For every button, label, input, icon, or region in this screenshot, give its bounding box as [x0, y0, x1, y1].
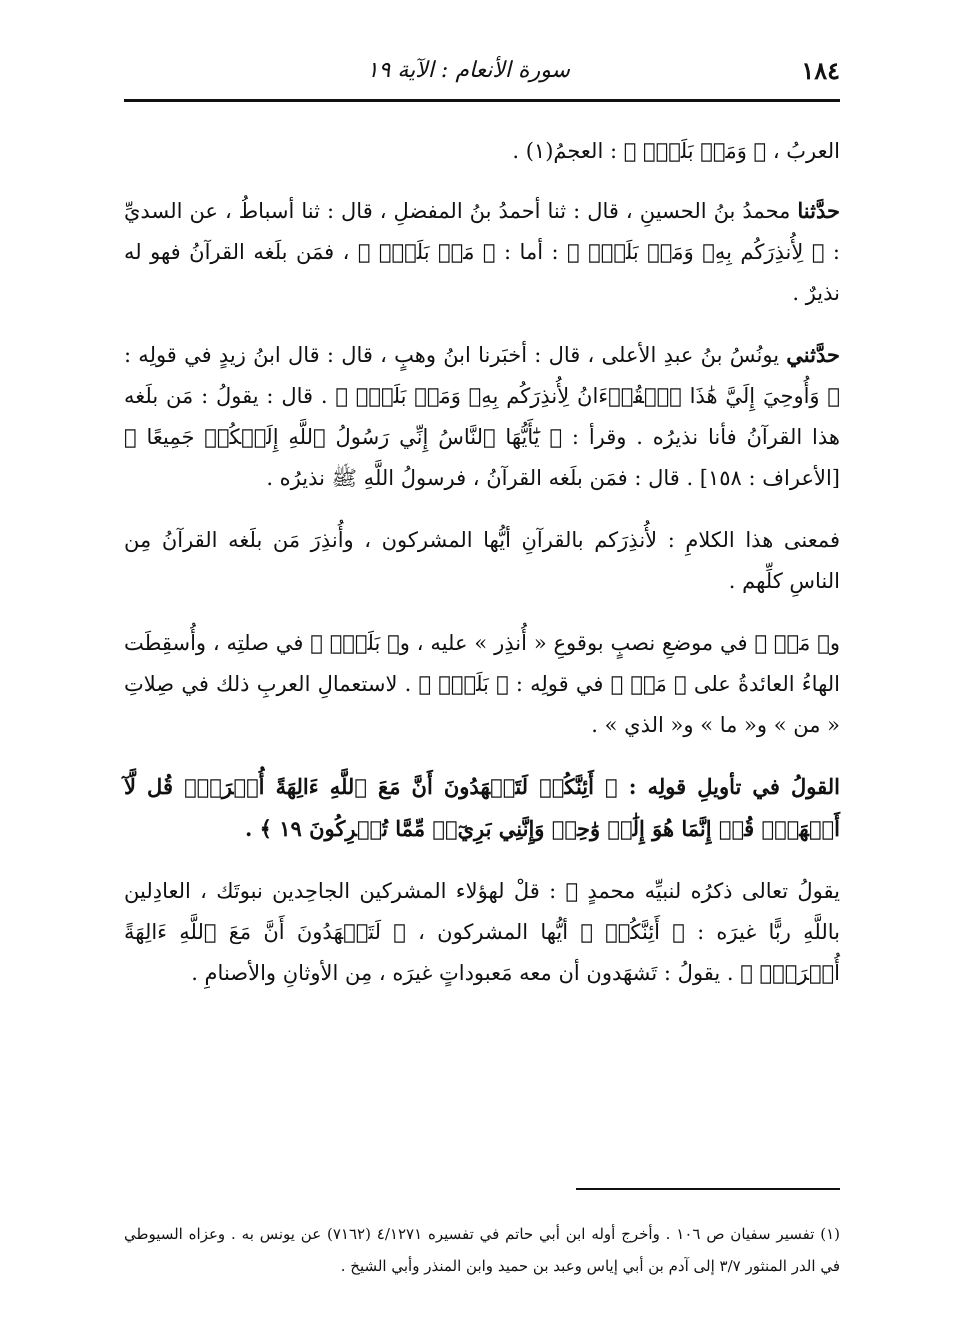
paragraph-lead: حدَّثنا: [797, 198, 840, 223]
paragraph-text: فمعنى هذا الكلامِ : لأُنذِرَكم بالقرآنِ أيُّها المشركون ، وأُنذِرَ مَن بلَغه القرآنُ مِن الناسِ كلِّهم .: [124, 528, 840, 593]
footnote: (١) تفسير سفيان ص ١٠٦ . وأخرج أوله ابن أبي حاتم في تفسيره ٤/١٢٧١ (٧١٦٢) عن يونس به . وعزاه السيوطي في الدر المنثور ٣/٧ إلى آدم بن أبي إياس وعبد بن حميد وابن المنذر وأبي الشيخ .: [124, 1225, 840, 1275]
footnote-rule: [576, 1188, 840, 1190]
section-heading: القولُ في تأويلِ قولِه :: [628, 774, 840, 799]
body-text: [124, 130, 840, 1014]
paragraph-text: العربُ ، ﴿ وَمَنۢ بَلَغَۚ ﴾ : العجمُ(١) .: [512, 139, 840, 163]
paragraph-text: محمدُ بنُ الحسينِ ، قال : ثنا أحمدُ بنُ المفضلِ ، قال : ثنا أسباطُ ، عن السديِّ : ﴿ لِأُنذِرَكُم بِهِۦ وَمَنۢ بَلَغَۚ ﴾ : أما : ﴿ مَنۢ بَلَغَۚ ﴾ ، فمَن بلَغه القرآنُ فهو له نذيرٌ .: [124, 199, 840, 305]
paragraph-text: يونُسُ بنُ عبدِ الأعلى ، قال : أخبَرنا ابنُ وهبٍ ، قال : قال ابنُ زيدٍ في قولِه : ﴿ وَأُوحِيَ إِلَيَّ هَٰذَا ٱلۡقُرۡءَانُ لِأُنذِرَكُم بِهِۦ وَمَنۢ بَلَغَۚ ﴾ . قال : يقولُ : مَن بلَغه هذا القرآنُ فأنا نذيرُه . وقرأ : ﴿ يَٰٓأَيُّهَا ٱلنَّاسُ إِنِّي رَسُولُ ٱللَّهِ إِلَيۡكُمۡ جَمِيعًا ﴾ [الأعراف : ١٥٨] . قال : فمَن بلَغه القرآنُ ، فرسولُ اللَّهِ ﷺ نذيرُه .: [124, 343, 840, 490]
section-heading-paragraph: [124, 766, 840, 850]
page-header: [124, 52, 840, 92]
running-head: سورة الأنعام : الآية ١٩: [366, 58, 570, 83]
page-number: ١٨٤: [801, 56, 840, 85]
paragraph: [124, 130, 840, 172]
header-rule: [124, 99, 840, 102]
paragraph: [124, 622, 840, 746]
paragraph-text: و﴿ مَنۢ ﴾ في موضعِ نصبٍ بوقوعِ « أُنذِر » عليه ، و﴿ بَلَغَۚ ﴾ في صلتِه ، وأُسقِطَت الهاءُ العائدةُ على ﴿ مَنۢ ﴾ في قولِه : ﴿ بَلَغَۚ ﴾ . لاستعمالِ العربِ ذلك في صِلاتِ « من » و« ما » و« الذي » .: [124, 631, 840, 737]
footnotes: [124, 1218, 840, 1282]
paragraph: [124, 334, 840, 499]
paragraph-lead: حدَّثني: [786, 342, 840, 367]
paragraph: [124, 870, 840, 994]
paragraph: [124, 519, 840, 602]
paragraph: [124, 190, 840, 314]
quran-verse: ﴿ أَئِنَّكُمۡ لَتَشۡهَدُونَ أَنَّ مَعَ ٱللَّهِ ءَالِهَةً أُخۡرَىٰۚ قُل لَّآ أَشۡهَدُۚ قُلۡ إِنَّمَا هُوَ إِلَٰهٞ وَٰحِدٞ وَإِنَّنِي بَرِيٓءٞ مِّمَّا تُشۡرِكُونَ ١٩ ﴾ .: [124, 774, 840, 841]
paragraph-text: يقولُ تعالى ذكرُه لنبيِّه محمدٍ ﷺ : قلْ لهؤلاء المشركين الجاحِدين نبوتَك ، العادِلين باللَّهِ ربًّا غيرَه : ﴿ أَئِنَّكُمۡ ﴾ أيُّها المشركون ، ﴿ لَتَشۡهَدُونَ أَنَّ مَعَ ٱللَّهِ ءَالِهَةً أُخۡرَىٰۚ ﴾ . يقولُ : تَشهَدون أن معه مَعبوداتٍ غيرَه ، مِن الأوثانِ والأصنامِ .: [124, 879, 840, 985]
